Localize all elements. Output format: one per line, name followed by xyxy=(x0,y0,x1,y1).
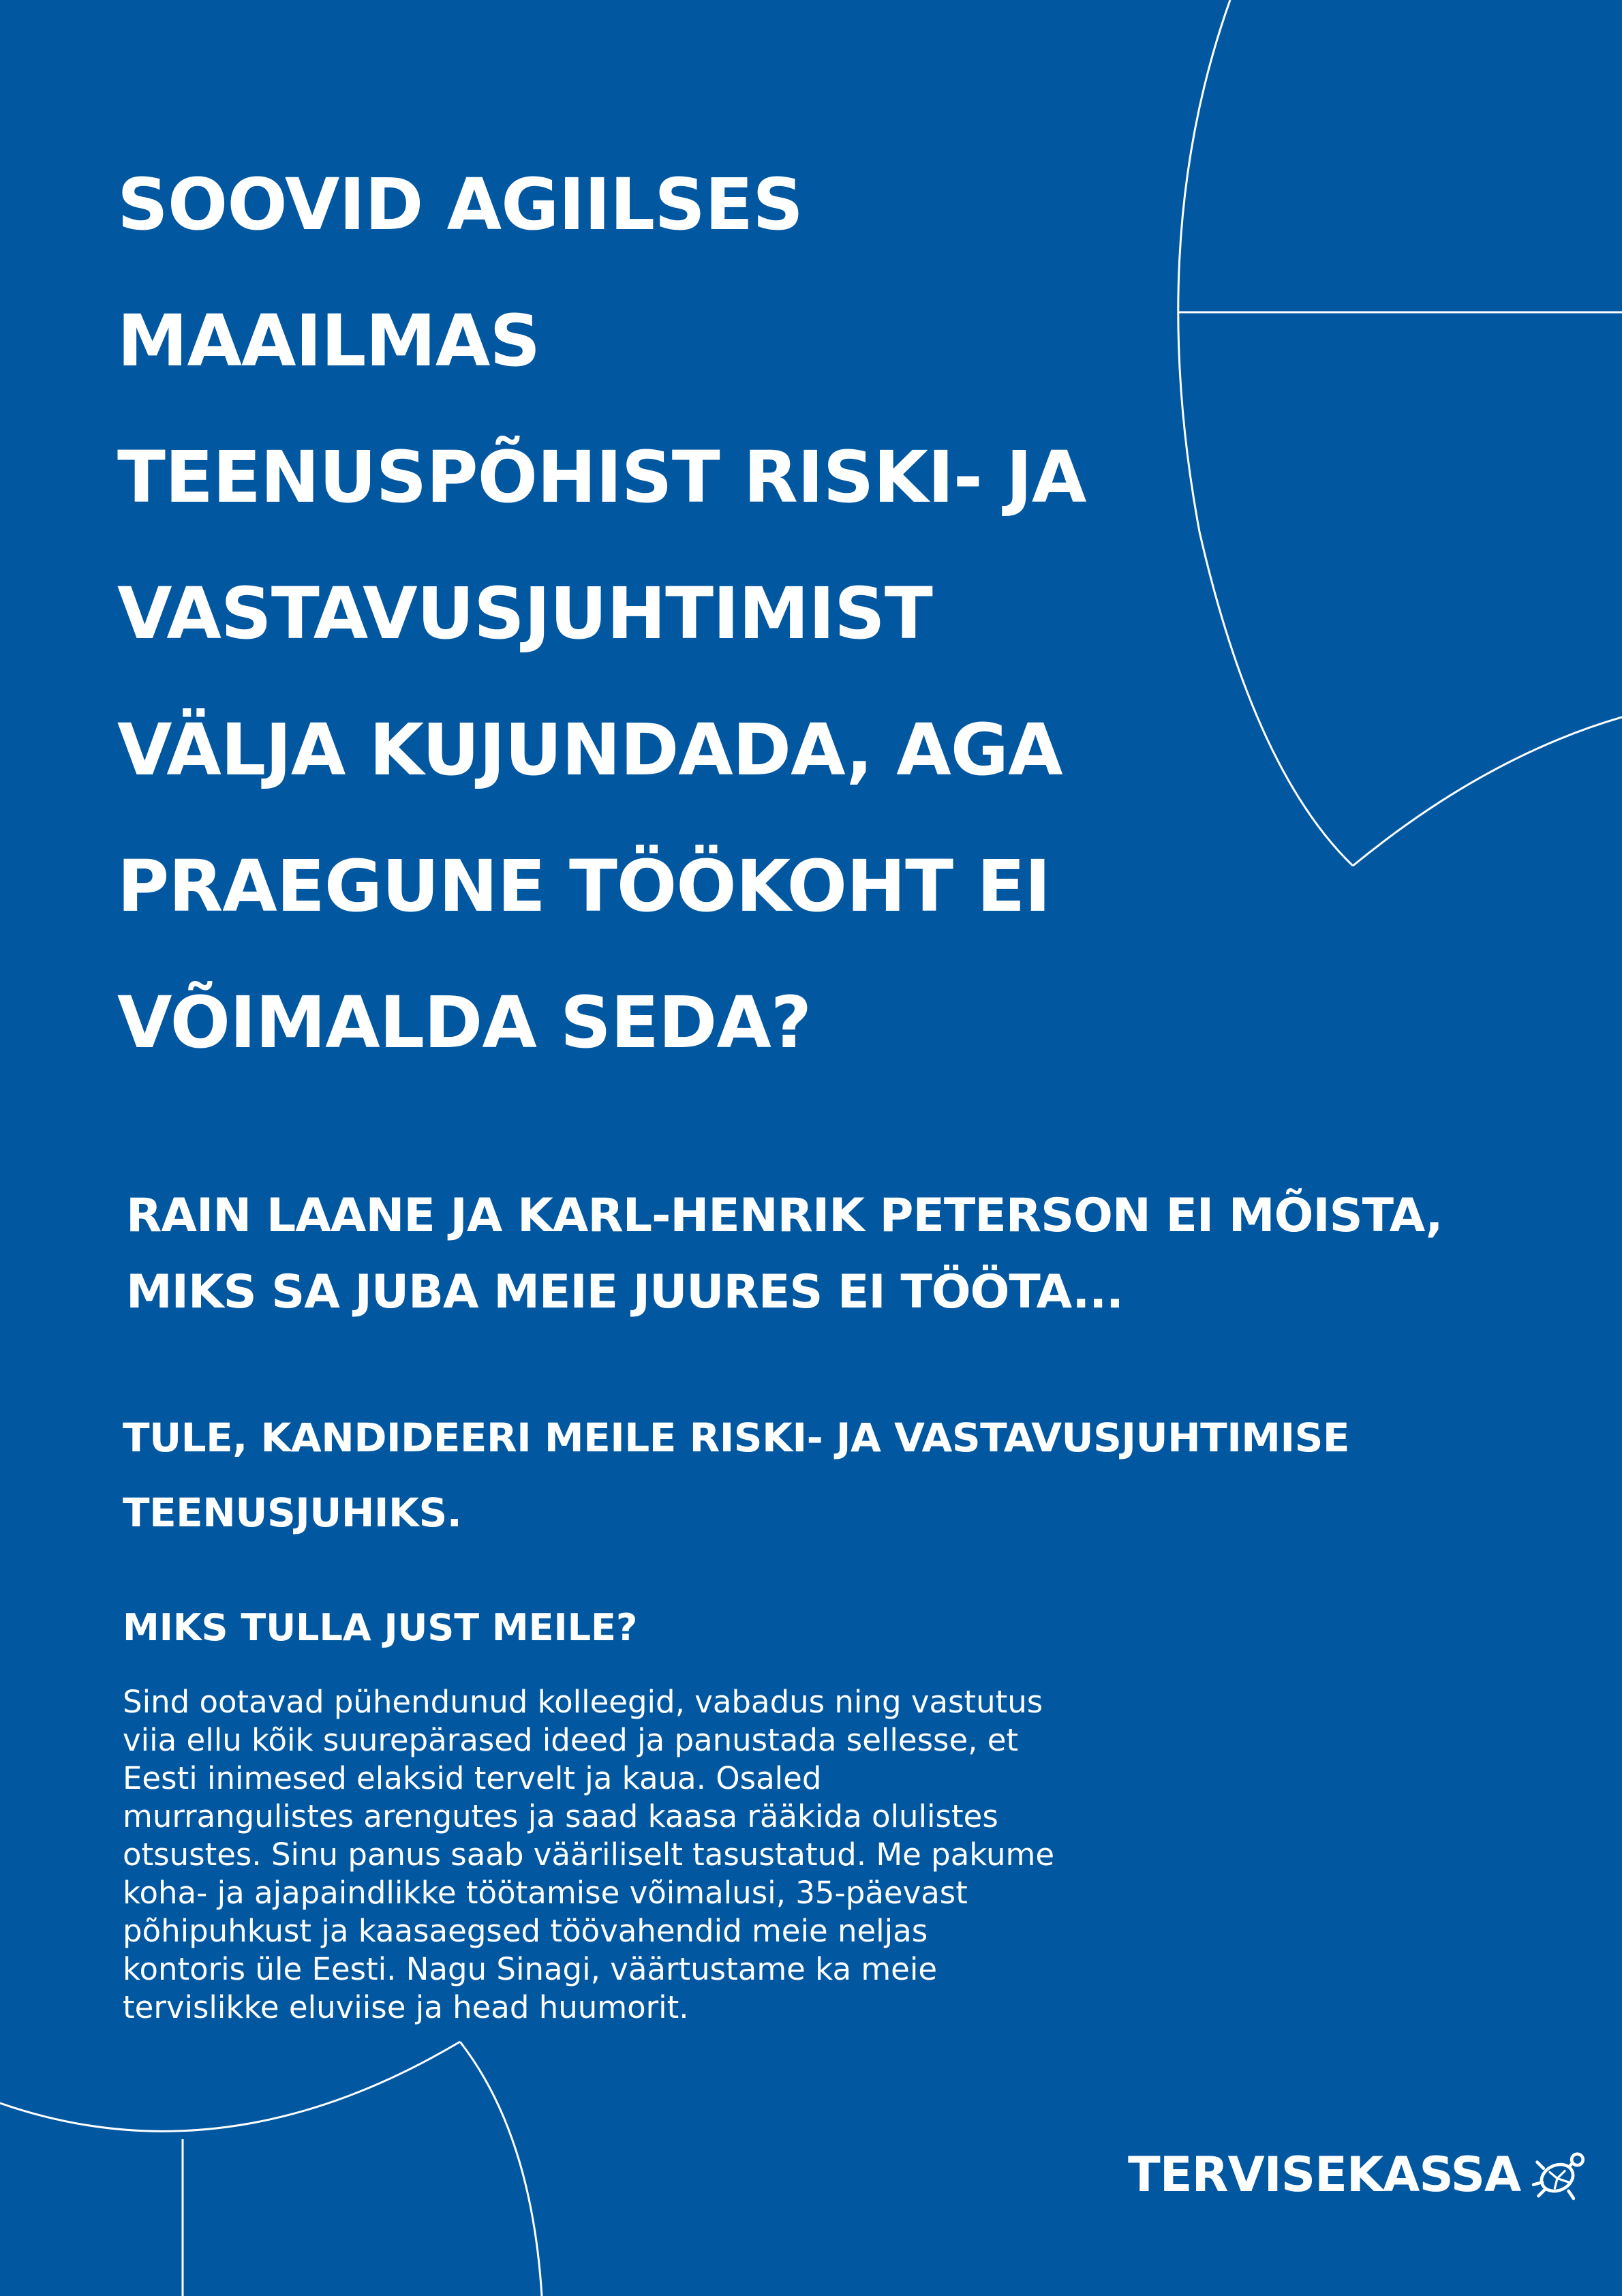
headline xyxy=(117,136,1139,1091)
subheading-line: RAIN LAANE JA KARL-HENRIK PETERSON EI MÕISTA, xyxy=(126,1189,1443,1243)
logo-wordmark: TERVISEKASSA xyxy=(1128,2147,1521,2203)
body-line: Sind ootavad pühendunud kolleegid, vabadus ning vastutus xyxy=(123,1684,1043,1720)
headline-line: VÕIMALDA SEDA? xyxy=(117,981,812,1064)
subheading-line: MIKS SA JUBA MEIE JUURES EI TÖÖTA... xyxy=(126,1265,1123,1319)
call-to-action xyxy=(123,1400,1486,1550)
why-section-body xyxy=(123,1683,1090,2027)
subheading xyxy=(126,1178,1489,1331)
headline-line: VASTAVUSJUHTIMIST xyxy=(117,572,932,655)
top-right-lower-curve xyxy=(1353,717,1622,866)
bottom-left-arc xyxy=(0,2042,460,2131)
headline-line: SOOVID AGIILSES xyxy=(117,163,804,246)
headline-line: VÄLJA KUJUNDADA, AGA xyxy=(117,708,1062,791)
body-line: koha- ja ajapaindlikke töötamise võimalusi, 35-päevast xyxy=(123,1875,968,1911)
body-line: tervislikke eluviise ja head huumorit. xyxy=(123,1989,689,2025)
top-right-arc xyxy=(1178,0,1353,866)
body-line: murrangulistes arengutes ja saad kaasa rääkida olulistes xyxy=(123,1798,998,1834)
body-line: otsustes. Sinu panus saab vääriliselt tasustatud. Me pakume xyxy=(123,1837,1055,1873)
call-to-action-line: TEENUSJUHIKS. xyxy=(123,1490,462,1536)
body-line: viia ellu kõik suurepärased ideed ja panustada sellesse, et xyxy=(123,1722,1019,1758)
turtle-icon xyxy=(1526,2143,1589,2206)
headline-line: PRAEGUNE TÖÖKOHT EI xyxy=(117,845,1050,928)
body-line: Eesti inimesed elaksid tervelt ja kaua. Osaled xyxy=(123,1760,822,1796)
body-line: kontoris üle Eesti. Nagu Sinagi, väärtustame ka meie xyxy=(123,1951,938,1987)
call-to-action-line: TULE, KANDIDEERI MEILE RISKI- JA VASTAVUSJUHTIMISE xyxy=(123,1415,1349,1461)
why-section-title: MIKS TULLA JUST MEILE? xyxy=(123,1606,638,1649)
tervisekassa-logo xyxy=(1128,2141,1589,2209)
body-line: põhipuhkust ja kaasaegsed töövahendid meie neljas xyxy=(123,1913,928,1949)
headline-line: TEENUSPÕHIST RISKI- JA xyxy=(117,436,1086,519)
bottom-left-curve xyxy=(460,2042,542,2296)
headline-line: MAAILMAS xyxy=(117,299,540,382)
